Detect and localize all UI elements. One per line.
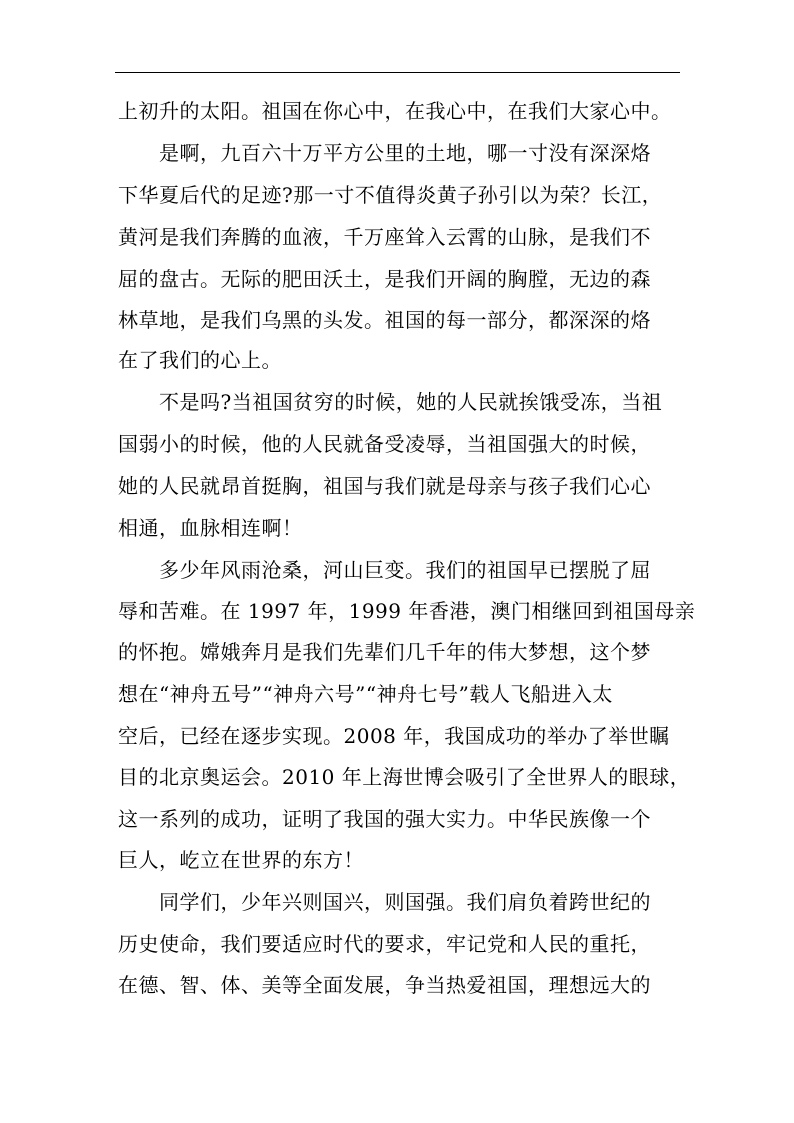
text-line-2: 是啊，九百六十万平方公里的土地，哪一寸没有深深烙 (118, 141, 651, 165)
text-line-1: 上初升的太阳。祖国在你心中，在我心中，在我们大家心中。 (118, 99, 672, 123)
text-line-17: 目的北京奥运会。2010 年上海世博会吸引了全世界人的眼球， (118, 765, 691, 789)
text-line-16: 空后，已经在逐步实现。2008 年，我国成功的举办了举世瞩 (118, 724, 670, 748)
text-line-15: 想在“神舟五号”“神舟六号”“神舟七号”载人飞船进入太 (118, 682, 613, 706)
text-line-10: 她的人民就昂首挺胸，祖国与我们就是母亲与孩子我们心心 (118, 474, 651, 498)
text-line-4: 黄河是我们奔腾的血液，千万座耸入云霄的山脉，是我们不 (118, 225, 651, 249)
text-line-13: 辱和苦难。在 1997 年，1999 年香港，澳门相继回到祖国母亲 (118, 599, 696, 623)
text-line-14: 的怀抱。嫦娥奔月是我们先辈们几千年的伟大梦想，这个梦 (118, 640, 651, 664)
text-line-11: 相通，血脉相连啊！ (118, 516, 303, 540)
text-line-3: 下华夏后代的足迹?那一寸不值得炎黄子孙引以为荣？长江， (118, 183, 663, 207)
text-line-12: 多少年风雨沧桑，河山巨变。我们的祖国早已摆脱了屈 (118, 558, 651, 582)
text-line-9: 国弱小的时候，他的人民就备受凌辱，当祖国强大的时候， (118, 432, 651, 456)
text-line-21: 历史使命，我们要适应时代的要求，牢记党和人民的重托， (118, 932, 651, 956)
text-line-5: 屈的盘古。无际的肥田沃土，是我们开阔的胸膛，无边的森 (118, 267, 651, 291)
header-rule (115, 72, 680, 73)
text-line-6: 林草地，是我们乌黑的头发。祖国的每一部分，都深深的烙 (118, 308, 651, 332)
text-line-18: 这一系列的成功，证明了我国的强大实力。中华民族像一个 (118, 807, 651, 831)
text-line-8: 不是吗?当祖国贫穷的时候，她的人民就挨饿受冻，当祖 (118, 390, 663, 414)
text-line-19: 巨人，屹立在世界的东方！ (118, 848, 364, 872)
text-line-7: 在了我们的心上。 (118, 348, 282, 372)
text-line-22: 在德、智、体、美等全面发展，争当热爱祖国，理想远大的 (118, 973, 651, 997)
text-line-20: 同学们，少年兴则国兴，则国强。我们肩负着跨世纪的 (118, 890, 651, 914)
